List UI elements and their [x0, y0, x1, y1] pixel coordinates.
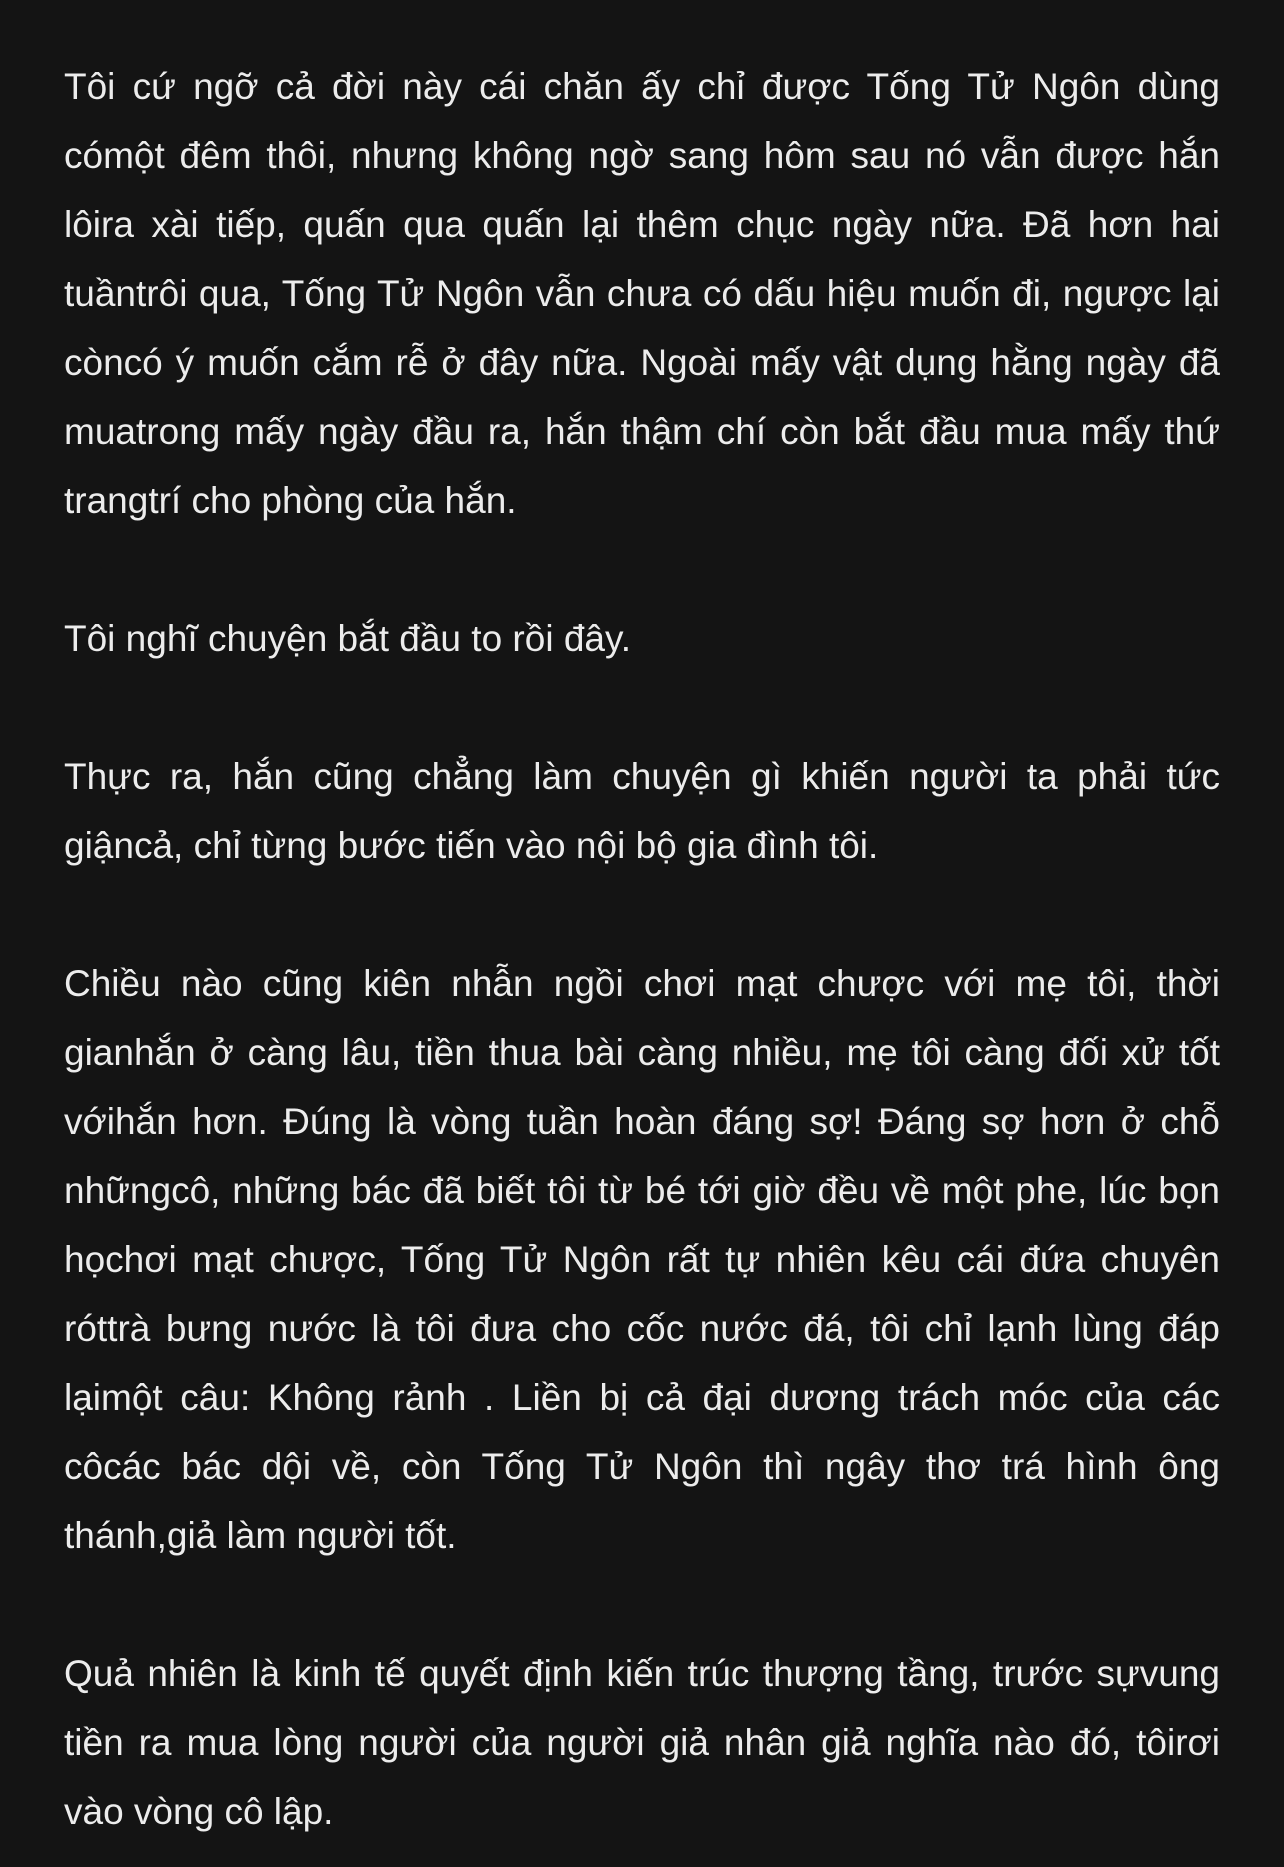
- paragraph-3: Thực ra, hắn cũng chẳng làm chuyện gì khiến người ta phải tức giậncả, chỉ từng bước tiến vào nội bộ gia đình tôi.: [64, 756, 1220, 866]
- paragraph-5: Quả nhiên là kinh tế quyết định kiến trúc thượng tầng, trước sựvung tiền ra mua lòng người của người giả nhân giả nghĩa nào đó, tôirơi vào vòng cô lập.: [64, 1653, 1220, 1832]
- article-body: [64, 52, 1220, 1846]
- paragraph-2: Tôi nghĩ chuyện bắt đầu to rồi đây.: [64, 618, 632, 659]
- paragraph-1: Tôi cứ ngỡ cả đời này cái chăn ấy chỉ được Tống Tử Ngôn dùng cómột đêm thôi, nhưng không ngờ sang hôm sau nó vẫn được hắn lôira xài tiếp, quấn qua quấn lại thêm chục ngày nữa. Đã hơn hai tuầntrôi qua, Tống Tử Ngôn vẫn chưa có dấu hiệu muốn đi, ngược lại còncó ý muốn cắm rễ ở đây nữa. Ngoài mấy vật dụng hằng ngày đã muatrong mấy ngày đầu ra, hắn thậm chí còn bắt đầu mua mấy thứ trangtrí cho phòng của hắn.: [64, 66, 1220, 521]
- paragraph-4: Chiều nào cũng kiên nhẫn ngồi chơi mạt chược với mẹ tôi, thời gianhắn ở càng lâu, tiền thua bài càng nhiều, mẹ tôi càng đối xử tốt vớihắn hơn. Đúng là vòng tuần hoàn đáng sợ! Đáng sợ hơn ở chỗ nhữngcô, những bác đã biết tôi từ bé tới giờ đều về một phe, lúc bọn họchơi mạt chược, Tống Tử Ngôn rất tự nhiên kêu cái đứa chuyên róttrà bưng nước là tôi đưa cho cốc nước đá, tôi chỉ lạnh lùng đáp lạimột câu: Không rảnh . Liền bị cả đại dương trách móc của các côcác bác dội về, còn Tống Tử Ngôn thì ngây thơ trá hình ông thánh,giả làm người tốt.: [64, 963, 1220, 1556]
